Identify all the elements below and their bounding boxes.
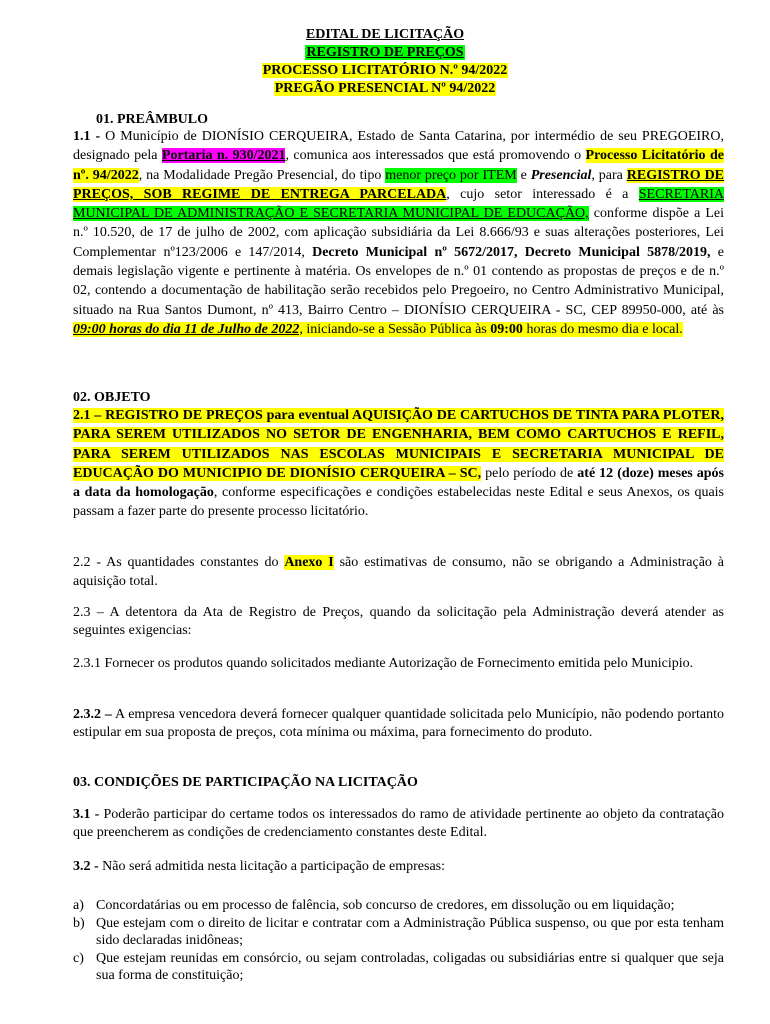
list-item-text: Que estejam reunidas em consórcio, ou sejam controladas, coligadas ou subsidiárias entre si qualquer que seja sua forma de constituição; — [96, 950, 724, 983]
document-header — [0, 26, 770, 98]
text-run: , cujo setor interessado é a — [446, 186, 639, 202]
registro-regime: REGISTRO DE PREÇOS, SOB REGIME DE ENTREGA PARCELADA — [73, 167, 725, 202]
decretos-reference: Decreto Municipal nº 5672/2017, Decreto Municipal 5878/2019, — [312, 244, 711, 260]
text-run: , comunica aos interessados que está promovendo o — [285, 148, 586, 164]
text-run: A empresa vencedora deverá fornecer qualquer quantidade solicitada pelo Município, não podendo portanto estipular em sua proposta de preços, cota mínima ou máxima, para fornecimento do produto. — [73, 707, 725, 740]
pregao-title: PREGÃO PRESENCIAL Nº 94/2022 — [274, 81, 496, 96]
clause-3-1 — [73, 806, 724, 842]
list-item — [73, 915, 724, 950]
clause-2-1 — [73, 406, 724, 522]
section-01-paragraph — [73, 127, 724, 339]
objeto-description: 2.1 – REGISTRO DE PREÇOS para eventual AQUISIÇÃO DE CARTUCHOS DE TINTA PARA PLOTER, PARA SEREM UTILIZADOS NO SETOR DE ENGENHARIA, BEM COMO CARTUCHOS E REFIL, PARA SEREM UTILIZADOS NAS ESCOLAS MUNICIPAIS E SECRETARIA MUNICIPAL DE EDUCAÇÃO DO MUNICIPIO DE DIONÍSIO CERQUEIRA – SC, — [73, 408, 724, 481]
processo-title: PROCESSO LICITATÓRIO N.º 94/2022 — [262, 63, 508, 78]
section-01-heading: 01. PREÂMBULO — [96, 112, 208, 127]
presencial-word: Presencial — [530, 167, 592, 183]
text-run: O Município de DIONÍSIO CERQUEIRA, Estado de Santa Catarina, por intermédio de seu PREGOEIRO, designado pela — [73, 129, 724, 164]
session-time: 09:00 — [490, 321, 523, 337]
text-run: , conforme especificações e condições estabelecidas neste Edital e seus Anexos, os quais passam a fazer parte do presente processo licitatório. — [73, 485, 724, 520]
clause-number: 3.1 - — [73, 807, 100, 822]
text-run: são estimativas de consumo, não se obrigando a Administração à aquisição total. — [73, 555, 724, 590]
text-run: , para — [591, 167, 627, 183]
list-marker: b) — [73, 915, 85, 931]
edital-title: EDITAL DE LICITAÇÃO — [305, 27, 465, 42]
clause-number: 2.3.2 – — [73, 707, 112, 722]
clause-3-2 — [73, 857, 724, 876]
section-03-heading: 03. CONDIÇÕES DE PARTICIPAÇÃO NA LICITAÇÃO — [73, 775, 418, 790]
list-item — [73, 950, 724, 985]
registro-precos-title: REGISTRO DE PREÇOS — [306, 45, 464, 60]
list-marker: a) — [73, 898, 84, 913]
list-item-text: Concordatárias ou em processo de falência, sob concurso de credores, em dissolução ou em liquidação; — [96, 898, 675, 913]
clause-2-2 — [73, 553, 724, 592]
periodo-validade: até 12 (doze) meses após a data da homologação — [73, 465, 724, 501]
portaria-reference: Portaria n. 930/2021 — [161, 148, 286, 164]
list-marker: c) — [73, 950, 84, 966]
clause-number: 3.2 - — [73, 859, 99, 874]
exclusion-list — [73, 897, 724, 985]
clause-2-3: 2.3 – A detentora da Ata de Registro de Preços, quando da solicitação pela Administração deverá atender as seguintes exigencias: — [73, 605, 724, 638]
text-run: horas do mesmo dia e local. — [522, 321, 683, 337]
text-run: , iniciando-se a Sessão Pública às — [299, 321, 491, 337]
text-run: Poderão participar do certame todos os interessados do ramo de atividade pertinente ao objeto da contratação que preencherem as condições de credenciamento constantes deste Edital. — [73, 807, 724, 840]
text-run: Não será admitida nesta licitação a participação de empresas: — [98, 859, 446, 874]
section-02-heading: 02. OBJETO — [73, 390, 151, 405]
clause-2-3-1: 2.3.1 Fornecer os produtos quando solicitados mediante Autorização de Fornecimento emitida pelo Municipio. — [73, 656, 694, 671]
text-run: e — [516, 167, 531, 183]
clause-2-3-2 — [73, 706, 724, 742]
text-run: , na Modalidade Pregão Presencial, do tipo — [138, 167, 386, 183]
session-date: 09:00 horas do dia 11 de Julho de 2022 — [73, 321, 300, 337]
list-item-text: Que estejam com o direito de licitar e contratar com a Administração Pública suspenso, ou que por esta tenham sido declaradas inidôneas; — [96, 915, 724, 948]
anexo-reference: Anexo I — [284, 555, 334, 570]
setor-interessado: SECRETARIA MUNICIPAL DE ADMINISTRAÇÃO E SECRETARIA MUNICIPAL DE EDUCAÇÃO, — [73, 186, 724, 222]
text-run: pelo período de — [481, 465, 578, 481]
text-run: 2.2 - As quantidades constantes do — [73, 555, 285, 570]
tipo-licitacao: menor preço por ITEM — [385, 167, 517, 183]
clause-number: 1.1 - — [73, 129, 101, 144]
text-run: e demais legislação vigente e pertinente à matéria. Os envelopes de n.º 01 contendo as propostas de preços e de n.º 02, contendo a documentação de habilitação serão recebidos pelo Pregoeiro, no Centro Administrativo Municipal, situado na Rua Santos Dumont, nº 413, Bairro Centro – DIONÍSIO CERQUEIRA - SC, CEP 89950-000, até às — [73, 244, 724, 318]
text-run: conforme dispõe a Lei n.º 10.520, de 17 de julho de 2002, com aplicação subsidiária da Lei 8.666/93 e suas alterações posteriores, Lei Complementar nº123/2006 e 147/2014, — [73, 206, 725, 260]
processo-reference: Processo Licitatório de nº. 94/2022 — [73, 148, 724, 183]
list-item — [73, 897, 724, 915]
